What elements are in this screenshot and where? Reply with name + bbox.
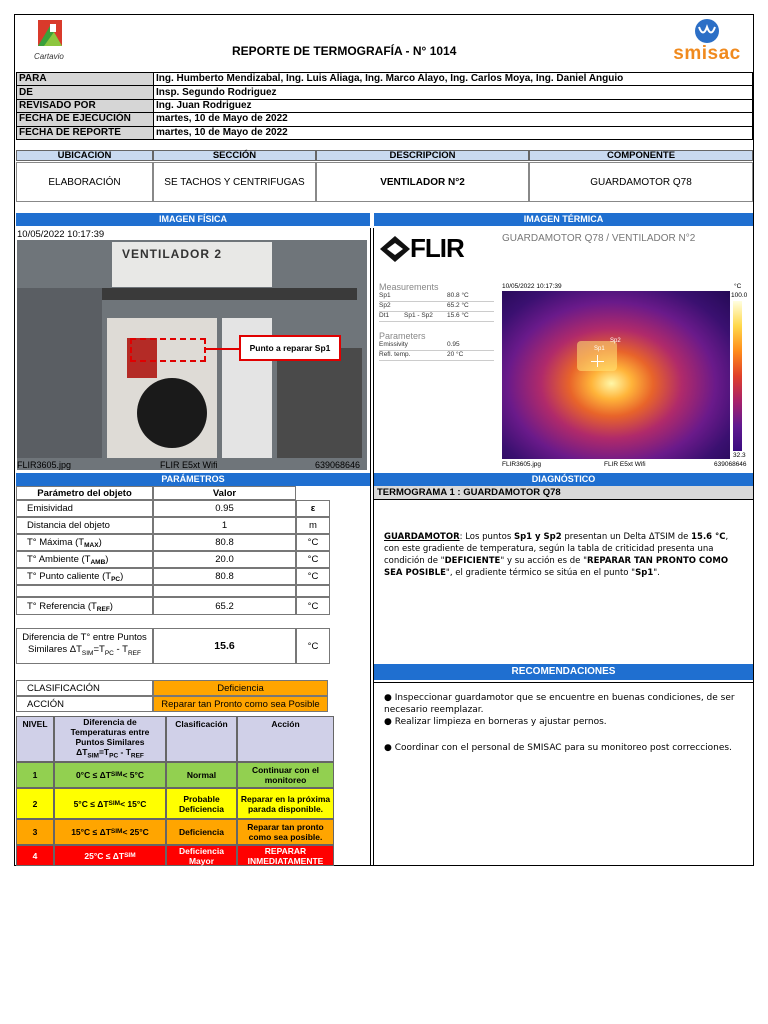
tpc-unit: °C bbox=[296, 568, 330, 585]
thermal-camera: FLIR E5xt Wifi bbox=[604, 461, 646, 468]
physical-image-title: IMAGEN FÍSICA bbox=[16, 213, 370, 226]
info-value: Ing. Humberto Mendizabal, Ing. Luis Aliaga, Ing. Marco Alayo, Ing. Carlos Moya, Ing. Daniel Anguio bbox=[154, 73, 753, 86]
emissivity-unit: ε bbox=[296, 500, 330, 517]
info-row bbox=[17, 113, 753, 126]
criteria-header-nivel: NIVEL bbox=[16, 716, 54, 762]
tamb-label: T° Ambiente (T $_{AMB}$ ) bbox=[16, 551, 153, 568]
componente-header: COMPONENTE bbox=[529, 150, 753, 161]
thermogram bbox=[502, 291, 730, 459]
tamb-value: 20.0 bbox=[153, 551, 296, 568]
ubicacion-value: ELABORACIÓN bbox=[16, 162, 153, 202]
criteria-range: 25°C ≤ ΔT SIM bbox=[54, 845, 166, 866]
smisac-logo bbox=[668, 18, 746, 66]
distance-unit: m bbox=[296, 517, 330, 534]
photo-timestamp: 10/05/2022 10:17:39 bbox=[17, 229, 105, 240]
info-key: FECHA DE EJECUCIÓN bbox=[17, 113, 154, 126]
info-key: FECHA DE REPORTE bbox=[17, 126, 154, 139]
parameters-title: PARÁMETROS bbox=[16, 473, 370, 486]
cartavio-logo-text: Cartavio bbox=[34, 52, 64, 61]
criteria-header-class: Clasificación bbox=[166, 716, 237, 762]
criteria-classification: Probable Deficiencia bbox=[166, 788, 237, 819]
criteria-action: Reparar tan pronto como sea posible. bbox=[237, 819, 334, 845]
criteria-level: 3 bbox=[16, 819, 54, 845]
criteria-action: Reparar en la próxima parada disponible. bbox=[237, 788, 334, 819]
report-info-table bbox=[16, 72, 753, 140]
distance-label: Distancia del objeto bbox=[16, 517, 153, 534]
recommendation-item: ● Coordinar con el personal de SMISAC para su monitoreo post correcciones. bbox=[384, 743, 732, 753]
componente-value: GUARDAMOTOR Q78 bbox=[529, 162, 753, 202]
thermal-timestamp: 10/05/2022 10:17:39 bbox=[502, 283, 562, 290]
value-column-header: Valor bbox=[153, 486, 296, 500]
criteria-header-action: Acción bbox=[237, 716, 334, 762]
classification-label: CLASIFICACIÓN bbox=[16, 680, 153, 696]
photo-serial: 639068646 bbox=[315, 460, 361, 470]
tpc-label: T° Punto caliente (T $_{PC}$ ) bbox=[16, 568, 153, 585]
criteria-classification: Normal bbox=[166, 762, 237, 788]
blank-row bbox=[16, 585, 153, 597]
diagnostic-text: GUARDAMOTOR: Los puntos Sp1 y Sp2 presentan un Delta ΔTSIM de 15.6 °C, con este gradiente de temperatura, según la tabla de criticidad presenta una condición de "DEFICIENTE" y su acción es de "REPARAR TAN PRONTO COMO SEA POSIBLE", el gradiente térmico se sitúa en el punto "Sp1". bbox=[384, 532, 729, 578]
thermal-serial: 639068646 bbox=[714, 461, 747, 468]
criteria-action: REPARAR INMEDIATAMENTE bbox=[237, 845, 334, 866]
rotary-knob bbox=[137, 378, 207, 448]
flir-param-row: Refl. temp. 20 °C bbox=[379, 351, 494, 361]
recommendation-item: ● Inspeccionar guardamotor que se encuentre en buenas condiciones, de ser necesario reemplazar. bbox=[384, 693, 735, 715]
scale-max: 100.0 bbox=[731, 292, 748, 299]
ubicacion-header: UBICACION bbox=[16, 150, 153, 161]
column-divider bbox=[370, 228, 371, 866]
criteria-range: 0°C ≤ ΔT SIM < 5°C bbox=[54, 762, 166, 788]
left-panel bbox=[17, 288, 102, 458]
terminal-block bbox=[277, 348, 362, 458]
physical-photo bbox=[17, 228, 367, 471]
classification-value: Deficiencia bbox=[153, 680, 328, 696]
flir-logo-icon bbox=[380, 236, 410, 262]
photo-file: FLIR3605.jpg bbox=[17, 460, 72, 470]
diagnostic-subtitle: TERMOGRAMA 1 : GUARDAMOTOR Q78 bbox=[374, 486, 753, 499]
measurement-row: Sp1 80.8 °C bbox=[379, 292, 494, 302]
callout-box: Punto a reparar Sp1 bbox=[239, 335, 341, 361]
action-value: Reparar tan Pronto como sea Posible bbox=[153, 696, 328, 712]
report-title: REPORTE DE TERMOGRAFÍA - N° 1014 bbox=[232, 44, 457, 58]
diagnostic-rule bbox=[374, 499, 753, 500]
info-value: martes, 10 de Mayo de 2022 bbox=[154, 113, 753, 126]
recommendations-title: RECOMENDACIONES bbox=[374, 664, 753, 680]
recommendation-item: ● Realizar limpieza en borneras y ajustar pernos. bbox=[384, 717, 607, 727]
info-row bbox=[17, 73, 753, 86]
sp1-marker-label: Sp1 bbox=[594, 346, 605, 352]
scale-unit: °C bbox=[734, 283, 742, 290]
info-key: DE bbox=[17, 86, 154, 99]
tmax-label: T° Máxima (T $_{MAX}$ ) bbox=[16, 534, 153, 551]
info-value: Ing. Juan Rodriguez bbox=[154, 99, 753, 112]
criteria-level: 2 bbox=[16, 788, 54, 819]
delta-value: 15.6 bbox=[153, 628, 296, 664]
info-row bbox=[17, 99, 753, 112]
tamb-unit: °C bbox=[296, 551, 330, 568]
delta-unit: °C bbox=[296, 628, 330, 664]
recommendations-rule bbox=[374, 682, 753, 683]
info-value: martes, 10 de Mayo de 2022 bbox=[154, 126, 753, 139]
criteria-action: Continuar con el monitoreo bbox=[237, 762, 334, 788]
tref-value: 65.2 bbox=[153, 597, 296, 615]
thermal-panel bbox=[376, 228, 752, 471]
flir-param-row: Emissivity 0.95 bbox=[379, 341, 494, 351]
emissivity-value: 0.95 bbox=[153, 500, 296, 517]
measurements-table bbox=[379, 292, 494, 322]
photo-label: VENTILADOR 2 bbox=[122, 247, 223, 261]
flir-logo-text: FLIR bbox=[410, 233, 464, 263]
measurement-row: Sp2 65.2 °C bbox=[379, 302, 494, 312]
info-row bbox=[17, 126, 753, 139]
tref-unit: °C bbox=[296, 597, 330, 615]
distance-value: 1 bbox=[153, 517, 296, 534]
criteria-range: 5°C ≤ ΔT SIM < 15°C bbox=[54, 788, 166, 819]
info-row bbox=[17, 86, 753, 99]
cartavio-logo bbox=[30, 18, 82, 62]
tpc-value: 80.8 bbox=[153, 568, 296, 585]
cartavio-logo-icon bbox=[30, 18, 82, 52]
info-value: Insp. Segundo Rodriguez bbox=[154, 86, 753, 99]
scale-min: 32.3 bbox=[733, 452, 746, 459]
criteria-range: 15°C ≤ ΔT SIM < 25°C bbox=[54, 819, 166, 845]
thermal-file: FLIR3605.jpg bbox=[502, 461, 542, 468]
smisac-globe-icon bbox=[693, 18, 721, 44]
thermal-image-title: IMAGEN TÉRMICA bbox=[374, 213, 753, 226]
criteria-level: 1 bbox=[16, 762, 54, 788]
sp1-crosshair bbox=[591, 361, 604, 362]
criteria-classification: Deficiencia bbox=[166, 819, 237, 845]
emissivity-label: Emisividad bbox=[16, 500, 153, 517]
seccion-header: SECCIÓN bbox=[153, 150, 316, 161]
smisac-logo-text: smisac bbox=[673, 43, 741, 64]
measurement-row: Dt1 Sp1 - Sp2 15.6 °C bbox=[379, 312, 494, 322]
flir-params-table bbox=[379, 341, 494, 361]
measurements-title: Measurements bbox=[379, 282, 439, 292]
criteria-level: 4 bbox=[16, 845, 54, 866]
action-label: ACCIÓN bbox=[16, 696, 153, 712]
recommendations-list bbox=[384, 692, 744, 754]
param-column-header: Parámetro del objeto bbox=[16, 486, 153, 500]
seccion-value: SE TACHOS Y CENTRIFUGAS bbox=[153, 162, 316, 202]
criteria-header-diff: Diferencia de Temperaturas entre Puntos Similares $\Delta T_{SIM}=T_{PC} - T_{REF}$ bbox=[54, 716, 166, 762]
tmax-value: 80.8 bbox=[153, 534, 296, 551]
sp1-dashed-box bbox=[130, 338, 206, 362]
blank-row bbox=[153, 585, 296, 597]
thermal-heading: GUARDAMOTOR Q78 / VENTILADOR N°2 bbox=[502, 233, 696, 244]
sp2-marker-label: Sp2 bbox=[610, 338, 621, 344]
delta-label: Diferencia de T° entre Puntos Similares $\Delta T_{SIM}=T_{PC} - T_{REF}$ bbox=[16, 628, 153, 664]
descripcion-value: VENTILADOR N°2 bbox=[316, 162, 529, 202]
photo-camera: FLIR E5xt Wifi bbox=[160, 460, 218, 470]
blank-row bbox=[296, 585, 330, 597]
diagnostic-title: DIAGNÓSTICO bbox=[374, 473, 753, 486]
criteria-classification: Deficiencia Mayor bbox=[166, 845, 237, 866]
tmax-unit: °C bbox=[296, 534, 330, 551]
info-key: REVISADO POR bbox=[17, 99, 154, 112]
tref-label: T° Referencia (T $_{REF}$ ) bbox=[16, 597, 153, 615]
descripcion-header: DESCRIPCION bbox=[316, 150, 529, 161]
info-key: PARA bbox=[17, 73, 154, 86]
color-scale-bar bbox=[733, 301, 742, 451]
column-divider bbox=[373, 228, 374, 866]
parameters-title: Parameters bbox=[379, 331, 426, 341]
callout-line bbox=[205, 348, 241, 350]
